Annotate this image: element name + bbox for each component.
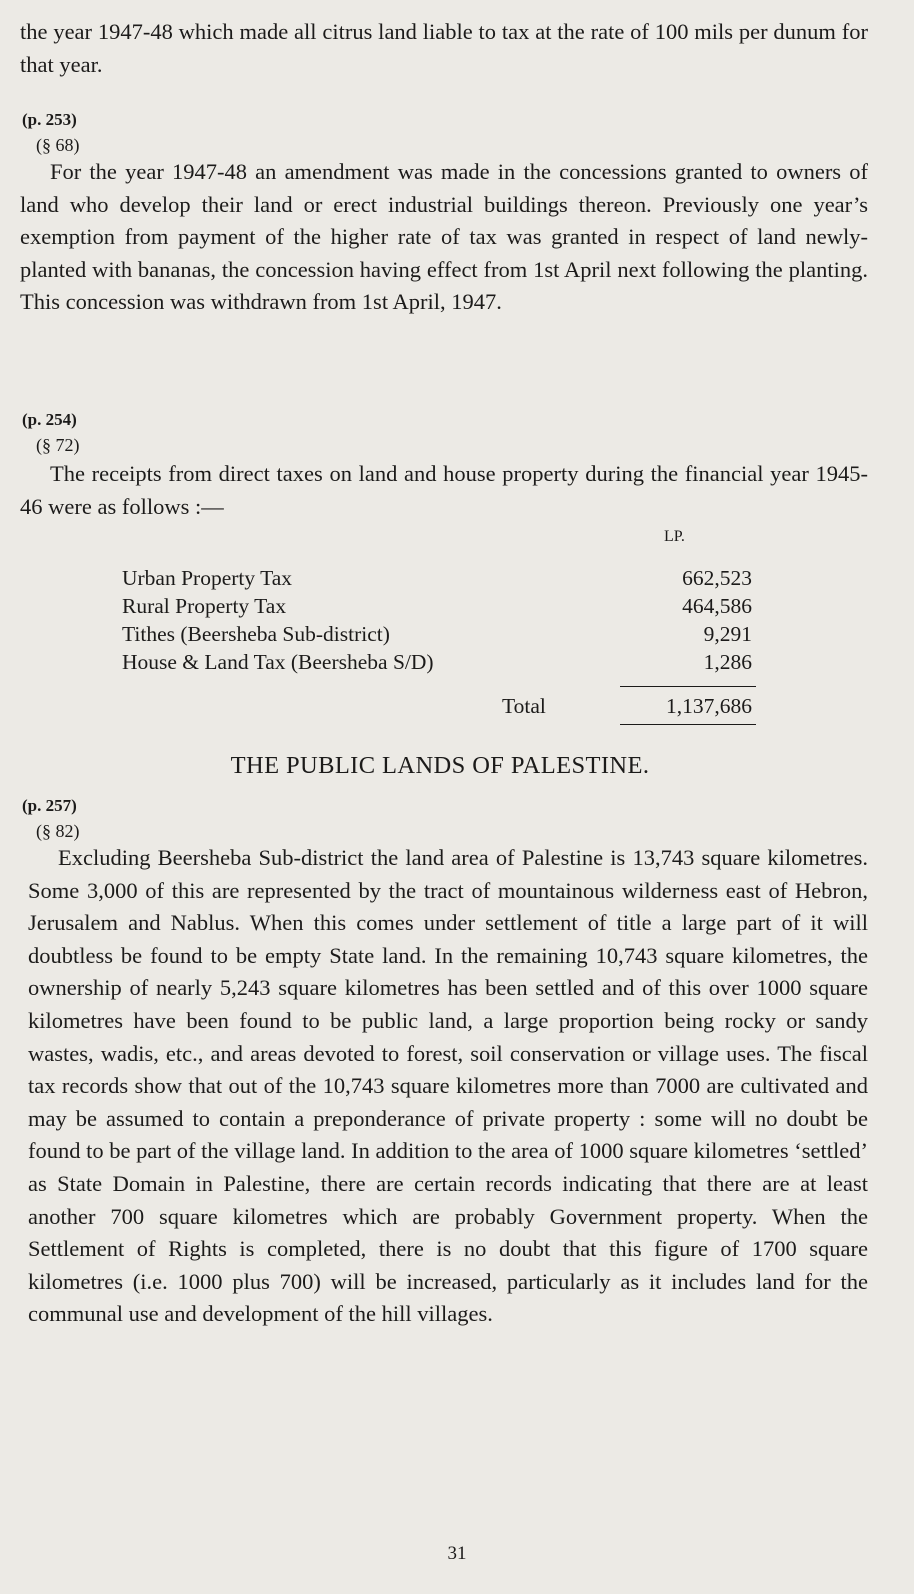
row-value: 662,523 — [682, 566, 752, 590]
page-reference: (p. 254) — [22, 410, 77, 429]
total-label: Total — [502, 694, 546, 718]
table-row — [122, 622, 752, 650]
section-72-paragraph: The receipts from direct taxes on land and house property during the financial year 1945-46 were as follows :— — [20, 461, 868, 519]
currency-unit: LP. — [664, 528, 685, 545]
section-82-paragraph: Excluding Beersheba Sub-district the land area of Palestine is 13,743 square kilometres. Some 3,000 of this are represented by the tract of mountainous wilderness east of Hebron, Jerusalem and Nablus. When this comes under settlement of title a large part of it will doubtless be found to be empty State land. In the remaining 10,743 square kilometres, the ownership of nearly 5,243 square kilometres has been settled and of this over 1000 square kilometres have been found to be public land, a large proportion being rocky or sandy wastes, wadis, etc., and areas devoted to forest, soil conservation or village uses. The fiscal tax records show that out of the 10,743 square kilometres more than 7000 are cultivated and may be assumed to contain a preponderance of private property : some will no doubt be found to be part of the village land. In addition to the area of 1000 square kilometres ‘settled’ as State Domain in Palestine, there are certain records indicating that there are at least another 700 square kilometres which are probably Government property. When the Settlement of Rights is completed, there is no doubt that this figure of 1700 square kilometres (i.e. 1000 plus 700) will be increased, particularly as it includes land for the communal use and development of the hill villages. — [28, 845, 868, 1327]
total-rule — [620, 724, 756, 725]
page-reference: (p. 257) — [22, 796, 77, 815]
page-number: 31 — [447, 1543, 467, 1564]
row-label: Urban Property Tax — [122, 566, 293, 590]
total-value: 1,137,686 — [666, 694, 752, 718]
table-row — [122, 650, 752, 678]
row-label: House & Land Tax (Beersheba S/D) — [122, 650, 434, 674]
sum-rule — [620, 686, 756, 687]
table-row — [122, 566, 752, 594]
intro-paragraph: the year 1947-48 which made all citrus land liable to tax at the rate of 100 mils per dunum for that year. — [20, 19, 868, 77]
row-value: 9,291 — [703, 622, 752, 646]
section-reference: (§ 72) — [36, 435, 80, 455]
section-heading: THE PUBLIC LANDS OF PALESTINE. — [230, 752, 650, 779]
row-value: 1,286 — [703, 650, 752, 674]
row-label: Tithes (Beersheba Sub-district) — [122, 622, 390, 646]
page-reference: (p. 253) — [22, 110, 77, 129]
section-68-paragraph: For the year 1947-48 an amendment was made in the concessions granted to owners of land who develop their land or erect industrial buildings thereon. Previously one year’s exemption from payment of the higher rate of tax was granted in respect of land newly-planted with bananas, the concession having effect from 1st April next following the planting. This concession was withdrawn from 1st April, 1947. — [20, 159, 868, 315]
table-row — [122, 594, 752, 622]
section-reference: (§ 82) — [36, 821, 80, 841]
section-reference: (§ 68) — [36, 135, 80, 155]
row-label: Rural Property Tax — [122, 594, 287, 618]
row-value: 464,586 — [682, 594, 752, 618]
